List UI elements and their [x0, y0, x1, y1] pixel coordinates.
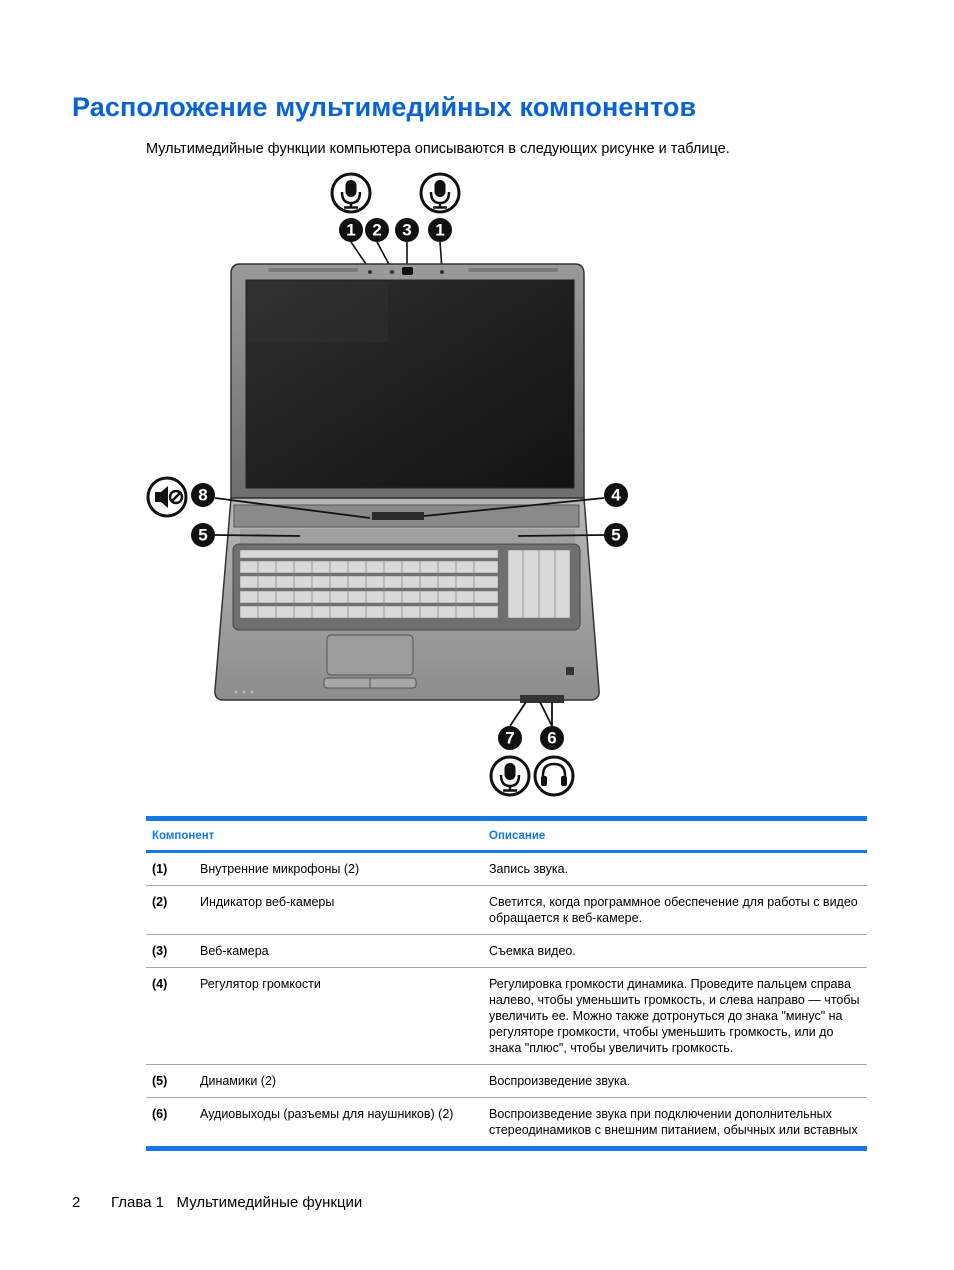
row-component: Аудиовыходы (разъемы для наушников) (2) [200, 1107, 454, 1121]
row-description: Воспроизведение звука. [483, 1065, 867, 1098]
row-description: Регулировка громкости динамика. Проведите пальцем справа налево, чтобы уменьшить громкость, и слева направо — чтобы увеличить ее. Можно также дотронуться до знака "минус" на регуляторе громкости, чтобы уменьшить громкость, или до знака "плюс", чтобы увеличить громкость. [483, 968, 867, 1065]
callout-5-left [191, 523, 215, 547]
callout-3 [395, 218, 419, 242]
callout-8 [191, 483, 215, 507]
svg-text:7: 7 [505, 728, 515, 748]
page-footer [72, 1194, 362, 1211]
svg-text:5: 5 [198, 525, 208, 545]
svg-text:6: 6 [547, 728, 557, 748]
row-description: Воспроизведение звука при подключении дополнительных стереодинамиков с внешним питанием, обычных или вставных [489, 1107, 858, 1137]
table-row [146, 1098, 867, 1149]
row-component: Веб-камера [194, 935, 483, 968]
callout-6 [540, 726, 564, 750]
table-row [146, 968, 867, 1065]
page-number: 2 [72, 1194, 81, 1211]
row-component: Регулятор громкости [194, 968, 483, 1065]
callout-1 [339, 218, 363, 242]
header-component: Компонент [146, 819, 483, 852]
row-description: Съемка видео. [483, 935, 867, 968]
svg-text:1: 1 [435, 220, 445, 240]
header-description: Описание [483, 819, 867, 852]
microphone-icon [421, 174, 459, 212]
table-row [146, 852, 867, 886]
components-table [146, 816, 867, 1151]
row-component: Внутренние микрофоны (2) [194, 852, 483, 886]
laptop-lid [231, 264, 584, 498]
laptop-figure [0, 160, 954, 810]
svg-text:2: 2 [372, 220, 382, 240]
callout-4 [604, 483, 628, 507]
chapter-title: Глава 1 Мультимедийные функции [111, 1194, 363, 1211]
row-number: (6) [152, 1107, 168, 1121]
row-component: Индикатор веб-камеры [194, 886, 483, 935]
table-row [146, 886, 867, 935]
row-number: (2) [146, 886, 194, 935]
svg-text:8: 8 [198, 485, 208, 505]
svg-text:1: 1 [346, 220, 356, 240]
callout-1b [428, 218, 452, 242]
microphone-icon [332, 174, 370, 212]
row-number: (3) [146, 935, 194, 968]
laptop-base [215, 498, 599, 703]
svg-text:4: 4 [611, 485, 621, 505]
svg-text:5: 5 [611, 525, 621, 545]
callout-5-right [604, 523, 628, 547]
row-description: Светится, когда программное обеспечение для работы с видео обращается к веб-камере. [483, 886, 867, 935]
table-row [146, 1065, 867, 1098]
headphones-icon [535, 757, 573, 795]
callout-7 [498, 726, 522, 750]
microphone-icon [491, 757, 529, 795]
row-number: (1) [146, 852, 194, 886]
row-number: (4) [146, 968, 194, 1065]
callout-2 [365, 218, 389, 242]
row-number: (5) [146, 1065, 194, 1098]
mute-icon [148, 478, 186, 516]
table-row [146, 935, 867, 968]
row-description: Запись звука. [483, 852, 867, 886]
intro-text: Мультимедийные функции компьютера описываются в следующих рисунке и таблице. [146, 141, 730, 157]
svg-text:3: 3 [402, 220, 412, 240]
row-component: Динамики (2) [194, 1065, 483, 1098]
page-title: Расположение мультимедийных компонентов [72, 92, 697, 122]
table-header-row [146, 819, 867, 852]
